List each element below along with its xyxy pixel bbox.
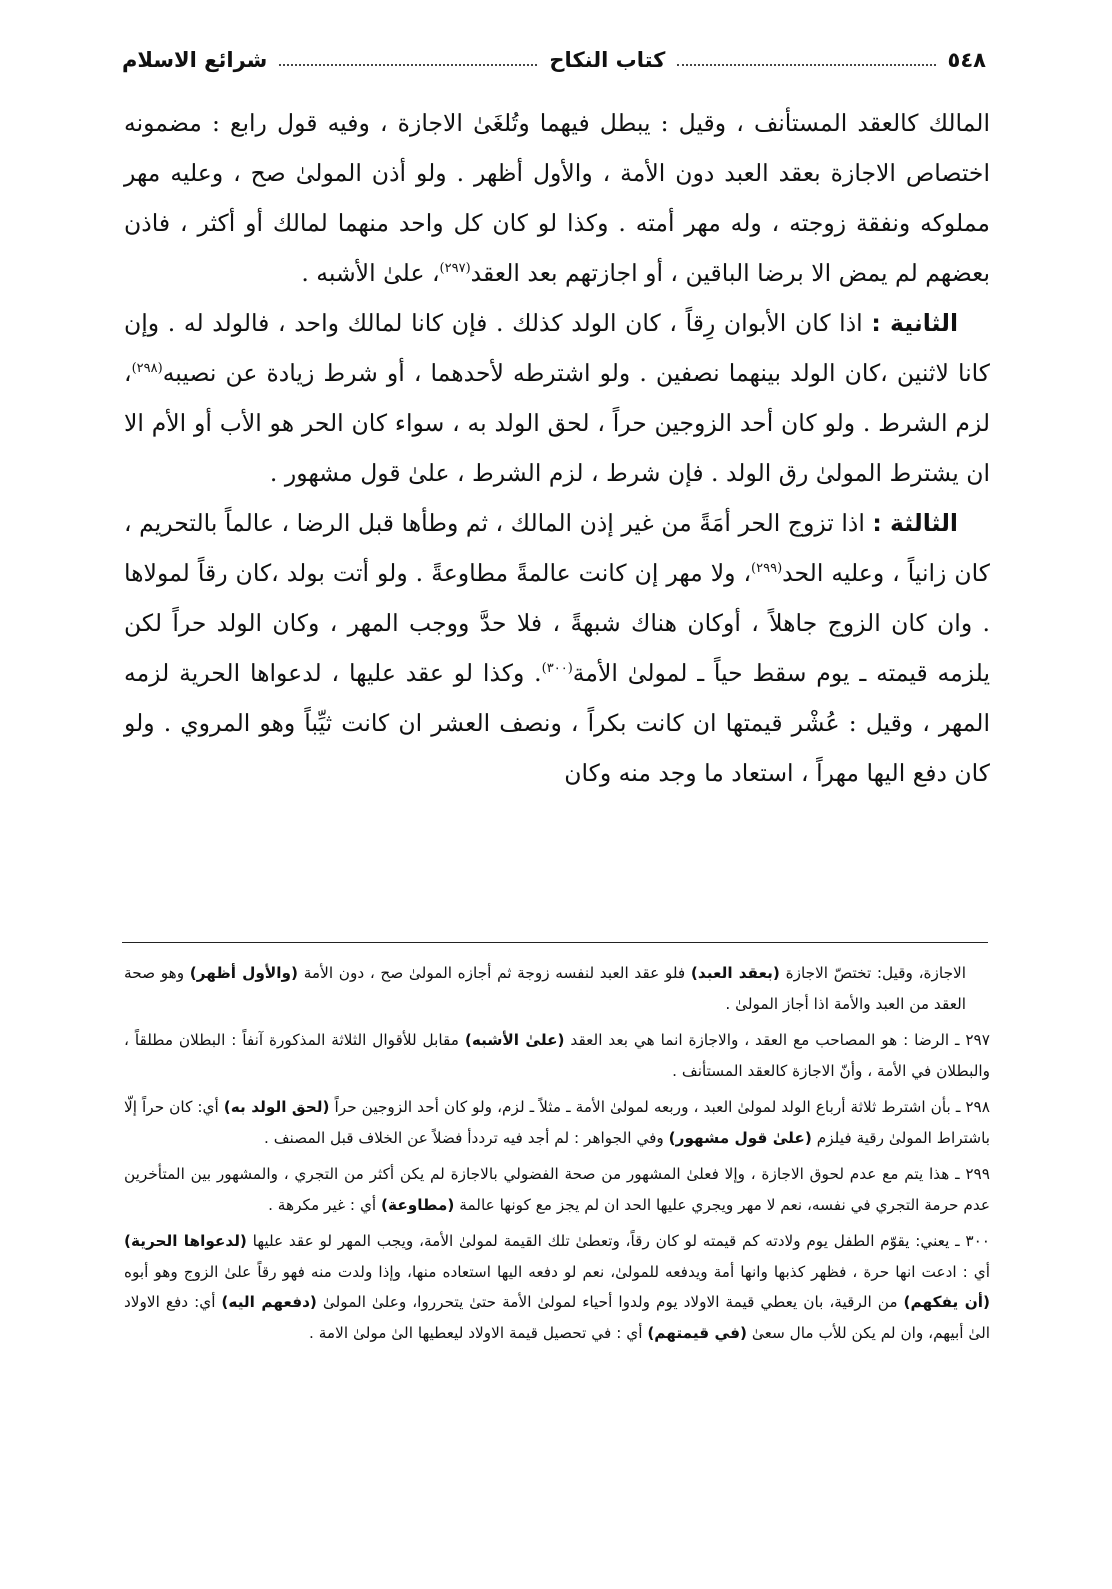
footnote-quote: (دفعهم اليه) [221,1293,317,1311]
footnotes [124,958,990,1354]
footnote-quote: (لحق الولد به) [223,1098,330,1116]
paragraph-text: اذا كان الأبوان رِقاً ، كان الولد كذلك . فإن كانا لمالك واحد ، فالولد له . وإن كانا لاثنين ،كان الولد بينهما نصفين . ولو اشترطه لأحدهما ، أو شرط زيادة عن نصيبه [124,309,990,387]
footnote-text: فلو عقد العبد لنفسه زوجة ثم أجازه المولىٰ صح ، دون الأمة [298,964,691,982]
footnote-text: وهو صحة العقد من العبد والأمة اذا أجاز المولىٰ . [124,964,966,1013]
footnote-text: أي: دفع الاولاد الىٰ أبيهم، وان لم يكن للأب مال سعىٰ [124,1293,990,1342]
footnote-text: ٢٩٧ ـ الرضا : هو المصاحب مع العقد ، والاجازة انما هي بعد العقد [564,1031,990,1049]
footnote-quote: (في قيمتهم) [647,1323,747,1342]
main-text [124,98,990,798]
footnote-ref: (٢٩٨) [131,361,163,377]
header-leader-dots [279,50,537,66]
footnote-text: أي : غير مكرهة . [268,1195,382,1214]
footnote-298 [124,1092,990,1153]
page-number: ٥٤٨ [947,48,986,72]
footnote-ref: (٣٠٠) [541,661,573,677]
paragraph [124,498,990,798]
footnote-continued [124,958,990,1019]
footnote-text: وفي الجواهر : لم أجد فيه ترددأ فضلاً عن الخلاف قبل المصنف . [264,1128,669,1147]
footnote-quote: (علىٰ قول مشهور) [668,1128,812,1147]
footnote-quote: (لدعواها الحرية) [124,1232,247,1250]
footnote-text: ٣٠٠ ـ يعني: يقوّم الطفل يوم ولادته كم قيمته لو كان رقاً، وتعطىٰ تلك القيمة لمولىٰ الأمة، ويجب المهر لو عقد عليها [246,1232,991,1250]
footnote-quote: (مطاوعة) [381,1195,455,1214]
footnote-text: أي : ادعت انها حرة ، فظهر كذبها وانها أمة ويدفعه للمولىٰ، نعم لو دفعه اليها استعاده منها، وإذا ولدت منه فهو رقاً علىٰ الزوج وهو أبوه [124,1262,990,1281]
section-lead: الثانية : [871,309,959,337]
footnote-text: ٢٩٩ ـ هذا يتم مع عدم لحوق الاجازة ، وإلا فعلىٰ المشهور من صحة الفضولي بالاجازة لم يكن أكثر من التجري ، والمشهور بين المتأخرين عدم حرمة التجري في نفسه، نعم لا مهر ويجري عليها الحد ان لم يجز مع كونها عالمة [124,1165,990,1214]
footnote-ref: (٢٩٧) [439,261,471,277]
footnote-text: أي: كان حراً إلّا باشتراط المولىٰ رقية فيلزم [124,1098,990,1147]
chapter-title: كتاب النكاح [549,48,666,72]
footnote-text: من الرقية، بان يعطي قيمة الاولاد يوم ولدوا أحياء لمولىٰ الأمة حتىٰ يتحرروا، وعلىٰ المولىٰ [316,1293,904,1311]
book-title: شرائع الاسلام [122,48,268,72]
paragraph-text: . وكذا لو عقد عليها ، لدعواها الحرية لزمه المهر ، وقيل : عُشْر قيمتها ان كانت بكراً ، ونصف العشر ان كانت ثيِّباً وهو المروي . ولو كان دفع اليها مهراً ، استعاد ما وجد منه وكان [124,659,990,787]
footnote-quote: (بعقد العبد) [690,964,780,982]
footnote-quote: (والأول أظهر) [189,964,299,982]
paragraph [124,98,990,298]
footnote-297 [124,1025,990,1086]
running-header [122,40,986,80]
footnote-quote: (علىٰ الأشبه) [464,1031,565,1049]
paragraph-text: ، ولا مهر إن كانت عالمةً مطاوعةً . ولو أتت بولد ،كان رقاً لمولاها . وان كان الزوج جاهلاً ، أوكان هناك شبهةً ، فلا حدَّ ووجب المهر ، وكان الولد حراً لكن يلزمه قيمته ـ يوم سقط حياً ـ لمولىٰ الأمة [124,559,990,687]
section-lead: الثالثة : [872,509,958,537]
header-leader-dots [677,50,935,66]
footnote-text: ٢٩٨ ـ بأن اشترط ثلاثة أرباع الولد لمولىٰ العبد ، وربعه لمولىٰ الأمة ـ مثلاً ـ لزم، ولو كان أحد الزوجين حراً [329,1098,990,1116]
footnote-text: الاجازة، وقيل: تختصّ الاجازة [779,964,966,982]
footnote-divider [122,942,988,943]
footnote-ref: (٢٩٩) [751,561,783,577]
paragraph [124,298,990,498]
footnote-text: مقابل للأقوال الثلاثة المذكورة آنفاً : البطلان مطلقاً ، والبطلان في الأمة ، وأنّ الاجازة كالعقد المستأنف . [124,1031,990,1080]
paragraph-text: ، لزم الشرط . ولو كان أحد الزوجين حراً ، لحق الولد به ، سواء كان الحر هو الأب أو الأم الا ان يشترط المولىٰ رق الولد . فإن شرط ، لزم الشرط ، علىٰ قول مشهور . [124,359,990,487]
paragraph-text: ، علىٰ الأشبه . [301,259,440,287]
footnote-quote: (أن يفكهم) [903,1293,990,1311]
footnote-text: أي : في تحصيل قيمة الاولاد ليعطيها الىٰ مولىٰ الامة . [308,1323,648,1342]
footnote-300 [124,1226,990,1348]
paragraph-text: اذا تزوج الحر أمَةً من غير إذن المالك ، ثم وطأها قبل الرضا ، عالماً بالتحريم ، كان زانياً ، وعليه الحد [124,509,990,587]
footnote-299 [124,1159,990,1220]
paragraph-text: المالك كالعقد المستأنف ، وقيل : يبطل فيهما وتُلغَىٰ الاجازة ، وفيه قول رابع : مضمونه اختصاص الاجازة بعقد العبد دون الأمة ، والأول أظهر . ولو أذن المولىٰ صح ، وعليه مهر مملوكه ونفقة زوجته ، وله مهر أمته . وكذا لو كان كل واحد منهما لمالك أو أكثر ، فاذن بعضهم لم يمض الا برضا الباقين ، أو اجازتهم بعد العقد [124,109,990,287]
